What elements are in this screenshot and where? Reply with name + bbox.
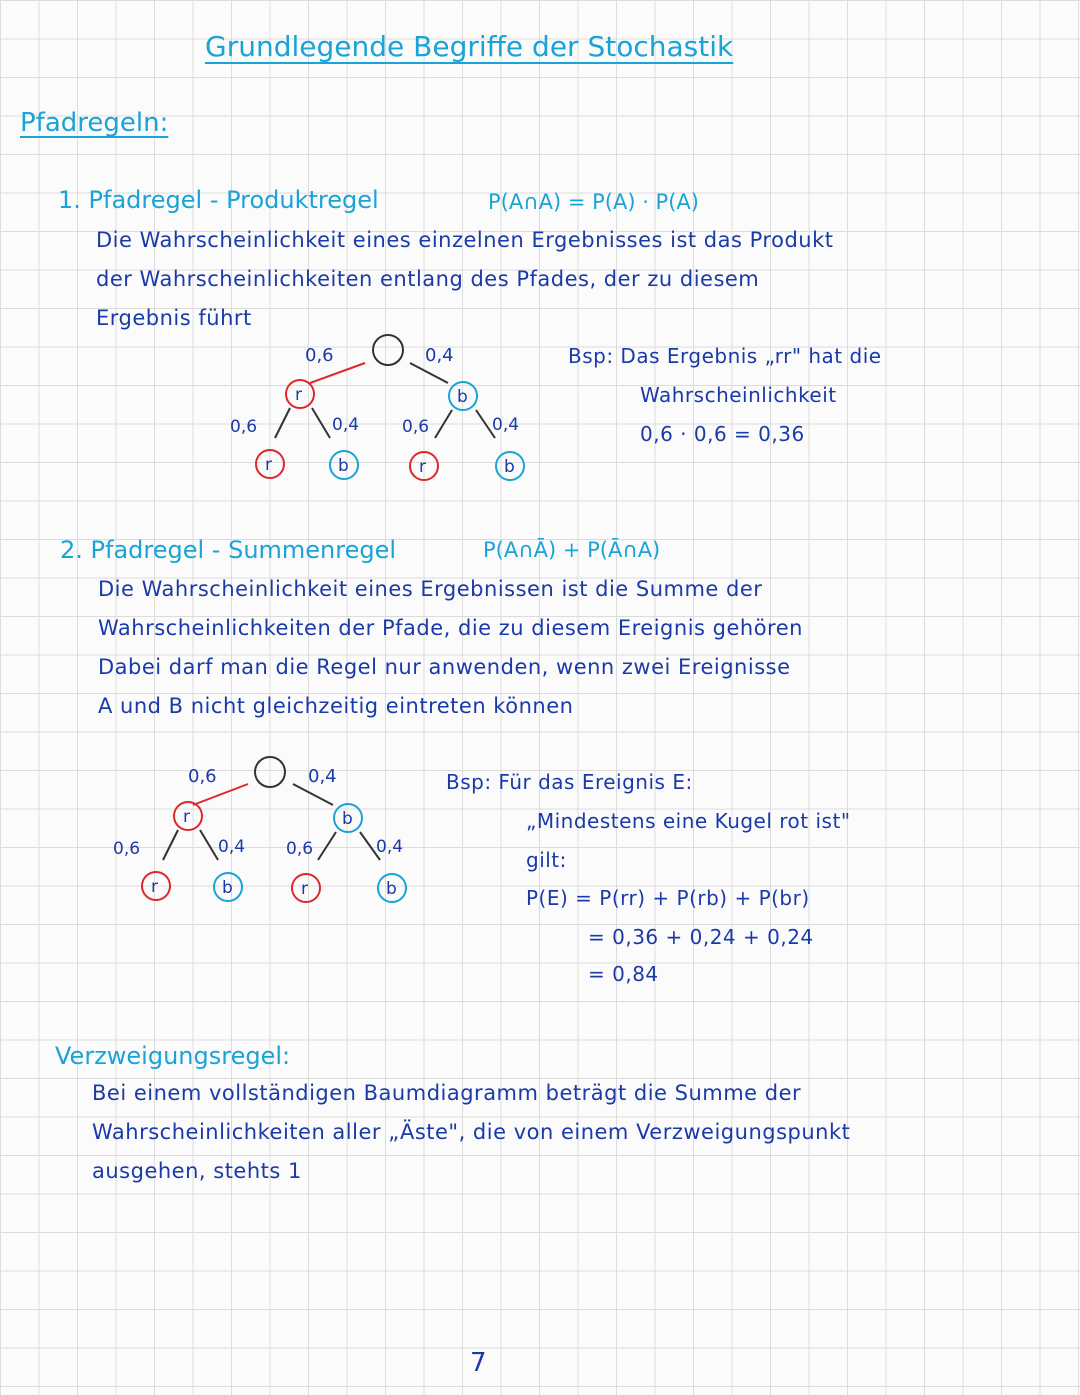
tree-label: 0,4: [376, 837, 404, 857]
tree-edge: [293, 784, 333, 805]
tree-node-label: r: [183, 807, 190, 827]
tree-node-label: b: [457, 387, 468, 407]
tree-leaf-label: r: [265, 455, 272, 475]
rule1-example-line-2: Wahrscheinlichkeit: [640, 383, 837, 407]
page-number: 7: [470, 1348, 488, 1378]
rule2-example-line-6: = 0,84: [588, 962, 659, 986]
rule2-heading: 2. Pfadregel - Summenregel: [60, 536, 397, 564]
rule2-example-line-4: P(E) = P(rr) + P(rb) + P(br): [526, 886, 810, 910]
tree-node-label: b: [342, 809, 353, 829]
tree-label: 0,4: [425, 345, 454, 366]
rule2-line-2: Wahrscheinlichkeiten der Pfade, die zu diesem Ereignis gehören: [98, 616, 803, 640]
tree-label: 0,4: [492, 415, 520, 435]
tree-label: 0,6: [188, 766, 217, 787]
tree-label: 0,4: [332, 415, 360, 435]
rule2-line-1: Die Wahrscheinlichkeit eines Ergebnissen ist die Summe der: [98, 577, 763, 601]
rule3-line-1: Bei einem vollständigen Baumdiagramm beträgt die Summe der: [92, 1081, 802, 1105]
tree-label: 0,6: [113, 839, 141, 859]
rule2-example-line-2: „Mindestens eine Kugel rot ist": [526, 809, 851, 833]
rule2-line-4: A und B nicht gleichzeitig eintreten können: [98, 694, 574, 718]
page-title: Grundlegende Begriffe der Stochastik: [205, 30, 734, 63]
rule1-line-3: Ergebnis führt: [96, 306, 252, 330]
tree-node-label: r: [295, 385, 302, 405]
tree-leaf-label: b: [504, 457, 515, 477]
rule2-line-3: Dabei darf man die Regel nur anwenden, wenn zwei Ereignisse: [98, 655, 791, 679]
tree-edge: [310, 363, 365, 383]
tree-edge: [193, 784, 248, 805]
tree-edge: [275, 408, 290, 438]
tree-label: 0,4: [218, 837, 246, 857]
tree-edge: [318, 832, 336, 860]
rule3-heading: Verzweigungsregel:: [55, 1042, 291, 1070]
tree-edge: [312, 408, 330, 438]
tree-root-node: [255, 757, 285, 787]
tree-edge: [200, 830, 218, 860]
rule2-tree-diagram: [108, 750, 428, 910]
tree-leaf-label: r: [151, 877, 158, 897]
rule2-example-line-3: gilt:: [526, 848, 567, 872]
tree-leaf-label: b: [222, 878, 233, 898]
rule1-line-2: der Wahrscheinlichkeiten entlang des Pfades, der zu diesem: [96, 267, 760, 291]
rule1-tree-diagram: [220, 328, 540, 488]
tree-edge: [435, 410, 452, 438]
rule1-formula: P(A∩A) = P(A) · P(A): [488, 190, 699, 214]
tree-label: 0,6: [230, 417, 258, 437]
rule1-example-line-3: 0,6 · 0,6 = 0,36: [640, 422, 805, 446]
rule3-line-2: Wahrscheinlichkeiten aller „Äste", die von einem Verzweigungspunkt: [92, 1120, 851, 1144]
rule2-formula: P(A∩Ā) + P(Ā∩A): [483, 538, 661, 562]
tree-edge: [163, 830, 178, 860]
tree-label: 0,6: [286, 839, 314, 859]
tree-label: 0,6: [402, 417, 430, 437]
rule1-example-line-1: Bsp: Das Ergebnis „rr" hat die: [568, 344, 882, 368]
tree-leaf-label: r: [301, 879, 308, 899]
tree-root-node: [373, 335, 403, 365]
rule2-example-line-5: = 0,36 + 0,24 + 0,24: [588, 925, 814, 949]
tree-label: 0,6: [305, 345, 334, 366]
rule1-heading: 1. Pfadregel - Produktregel: [58, 186, 379, 214]
tree-label: 0,4: [308, 766, 337, 787]
tree-leaf-label: b: [386, 879, 397, 899]
tree-leaf-label: b: [338, 456, 349, 476]
tree-edge: [410, 363, 448, 383]
section-heading: Pfadregeln:: [20, 108, 169, 138]
rule3-line-3: ausgehen, stehts 1: [92, 1159, 302, 1183]
rule2-example-line-1: Bsp: Für das Ereignis E:: [446, 770, 693, 794]
rule1-line-1: Die Wahrscheinlichkeit eines einzelnen Ergebnisses ist das Produkt: [96, 228, 834, 252]
tree-leaf-label: r: [419, 457, 426, 477]
